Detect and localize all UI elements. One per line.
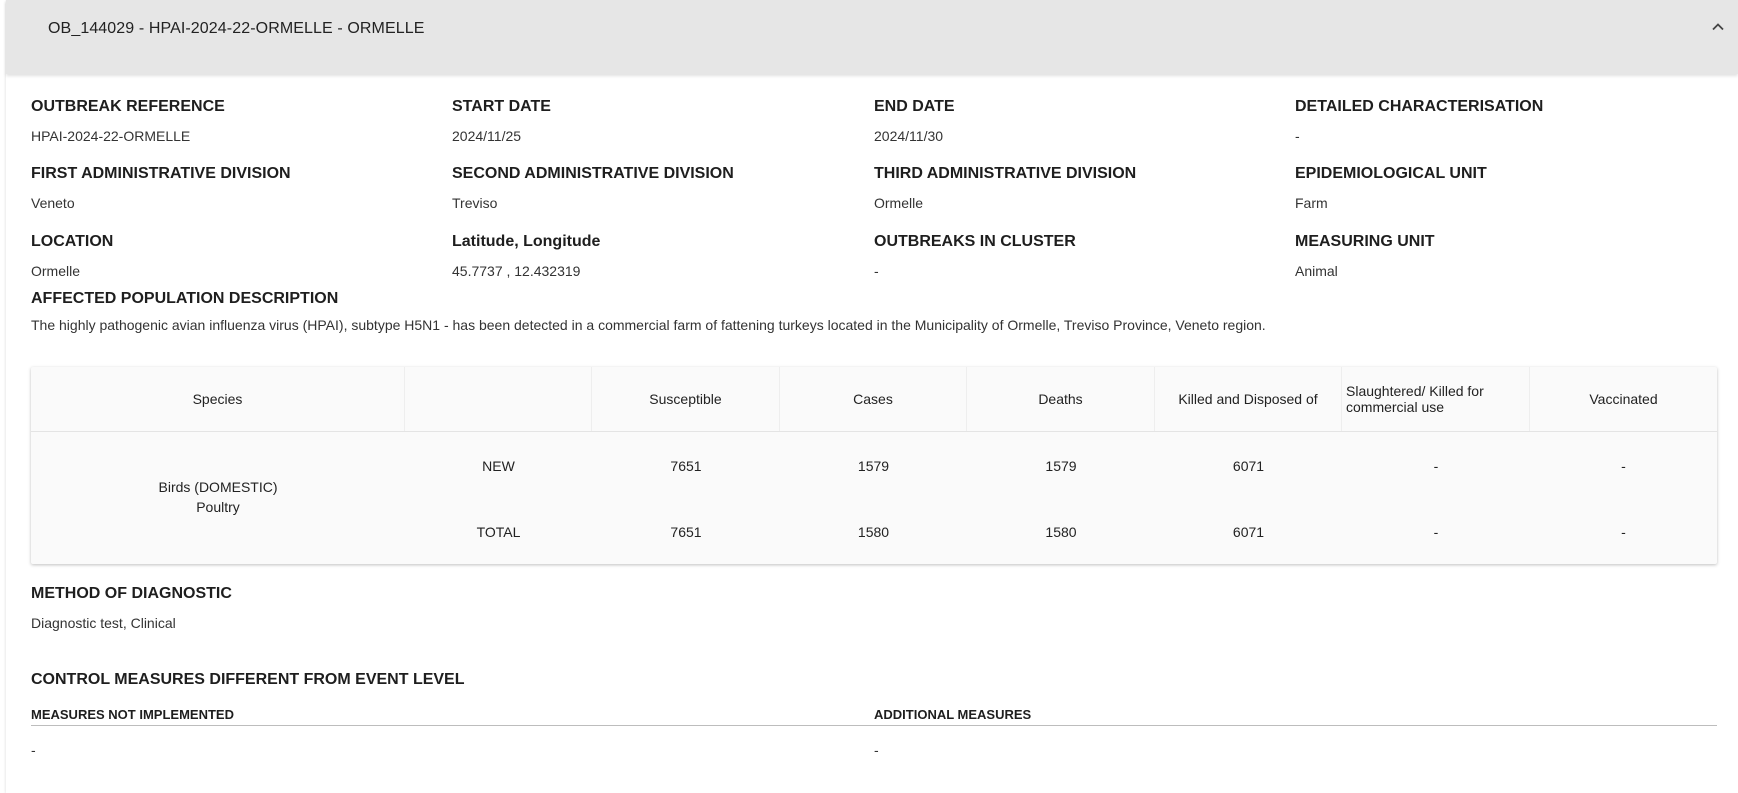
table-row-total-susceptible: 7651	[670, 524, 702, 540]
field-second-admin-division	[452, 165, 734, 211]
field-label: LOCATION	[31, 233, 114, 250]
header-blank	[405, 367, 592, 431]
affected-population-description: The highly pathogenic avian influenza virus (HPAI), subtype H5N1 - has been detected in a commercial farm of fattening turkeys located in the Municipality of Ormelle, Treviso Province, Veneto region.	[31, 317, 1266, 333]
additional-measures-label: ADDITIONAL MEASURES	[874, 707, 1032, 722]
header-vaccinated: Vaccinated	[1589, 391, 1658, 407]
field-label: SECOND ADMINISTRATIVE DIVISION	[452, 165, 734, 182]
chevron-up-icon[interactable]	[1710, 19, 1726, 35]
field-label: METHOD OF DIAGNOSTIC	[31, 585, 232, 602]
field-label: START DATE	[452, 98, 551, 115]
table-row-total-cases: 1580	[857, 524, 890, 540]
table-row-total-vaccinated: -	[1621, 524, 1626, 540]
field-value: Farm	[1295, 195, 1328, 211]
field-value: -	[874, 263, 879, 279]
field-value: Treviso	[452, 195, 498, 211]
divider	[31, 725, 874, 726]
field-epidemiological-unit	[1295, 165, 1487, 211]
field-value: 45.7737 , 12.432319	[452, 263, 581, 279]
species-table	[31, 367, 1717, 564]
field-third-admin-division	[874, 165, 1136, 211]
outbreak-panel-header[interactable]	[6, 0, 1738, 74]
table-row-new-deaths: 1579	[1045, 458, 1077, 474]
table-row-new-killed: 6071	[1232, 458, 1265, 474]
table-row-new-vaccinated: -	[1621, 458, 1626, 474]
species-cell	[31, 477, 405, 517]
additional-measures-value: -	[874, 742, 879, 758]
header-susceptible: Susceptible	[592, 367, 780, 431]
header-species: Species	[31, 367, 405, 431]
field-label: MEASURING UNIT	[1295, 233, 1435, 250]
field-label: EPIDEMIOLOGICAL UNIT	[1295, 165, 1487, 182]
panel-title: OB_144029 - HPAI-2024-22-ORMELLE - ORMELLE	[48, 20, 425, 37]
field-value: Veneto	[31, 195, 75, 211]
field-label: DETAILED CHARACTERISATION	[1295, 98, 1544, 115]
field-value: Animal	[1295, 263, 1338, 279]
measures-not-implemented-label: MEASURES NOT IMPLEMENTED	[31, 707, 234, 722]
table-row-total-deaths: 1580	[1045, 524, 1077, 540]
field-label: OUTBREAKS IN CLUSTER	[874, 233, 1076, 250]
field-value: Ormelle	[874, 195, 924, 211]
field-label: OUTBREAK REFERENCE	[31, 98, 225, 115]
table-row-total-killed: 6071	[1232, 524, 1265, 540]
affected-population-heading	[31, 290, 338, 308]
species-name: Poultry	[196, 499, 240, 515]
field-measuring-unit	[1295, 233, 1435, 279]
table-row-new-susceptible: 7651	[670, 458, 702, 474]
field-lat-long	[452, 233, 600, 279]
field-start-date	[452, 98, 551, 144]
field-value: 2024/11/30	[874, 128, 944, 144]
header-deaths: Deaths	[967, 367, 1155, 431]
field-value: Ormelle	[31, 263, 81, 279]
header-killed-disposed: Killed and Disposed of	[1155, 367, 1342, 431]
field-detailed-characterisation	[1295, 98, 1543, 144]
header-slaughtered: Slaughtered/ Killed for commercial use	[1342, 367, 1530, 431]
table-row-new-slaughtered: -	[1433, 458, 1439, 474]
table-row-total-slaughtered: -	[1433, 524, 1439, 540]
species-class: Birds (DOMESTIC)	[158, 479, 278, 495]
table-row-new-cases: 1579	[857, 458, 890, 474]
field-value: Diagnostic test, Clinical	[31, 615, 176, 631]
divider	[874, 725, 1717, 726]
field-value: -	[1295, 128, 1300, 144]
field-label: END DATE	[874, 98, 955, 115]
field-outbreak-reference	[31, 98, 225, 144]
table-row-new-kind: NEW	[482, 458, 515, 474]
field-outbreaks-in-cluster	[874, 233, 1076, 279]
header-cases: Cases	[780, 367, 967, 431]
field-value: HPAI-2024-22-ORMELLE	[31, 128, 191, 144]
header-divider	[31, 431, 1717, 432]
control-measures-title: CONTROL MEASURES DIFFERENT FROM EVENT LEVEL	[31, 671, 465, 688]
field-value: 2024/11/25	[452, 128, 522, 144]
field-method-of-diagnostic	[31, 585, 232, 631]
field-end-date	[874, 98, 955, 144]
field-label: FIRST ADMINISTRATIVE DIVISION	[31, 165, 291, 182]
field-label: THIRD ADMINISTRATIVE DIVISION	[874, 165, 1137, 182]
field-label: AFFECTED POPULATION DESCRIPTION	[31, 290, 339, 307]
field-first-admin-division	[31, 165, 291, 211]
field-label: Latitude, Longitude	[452, 233, 601, 250]
outbreak-card	[6, 0, 1738, 793]
measures-not-implemented-value: -	[31, 742, 36, 758]
field-location	[31, 233, 113, 279]
table-row-total-kind: TOTAL	[476, 524, 521, 540]
